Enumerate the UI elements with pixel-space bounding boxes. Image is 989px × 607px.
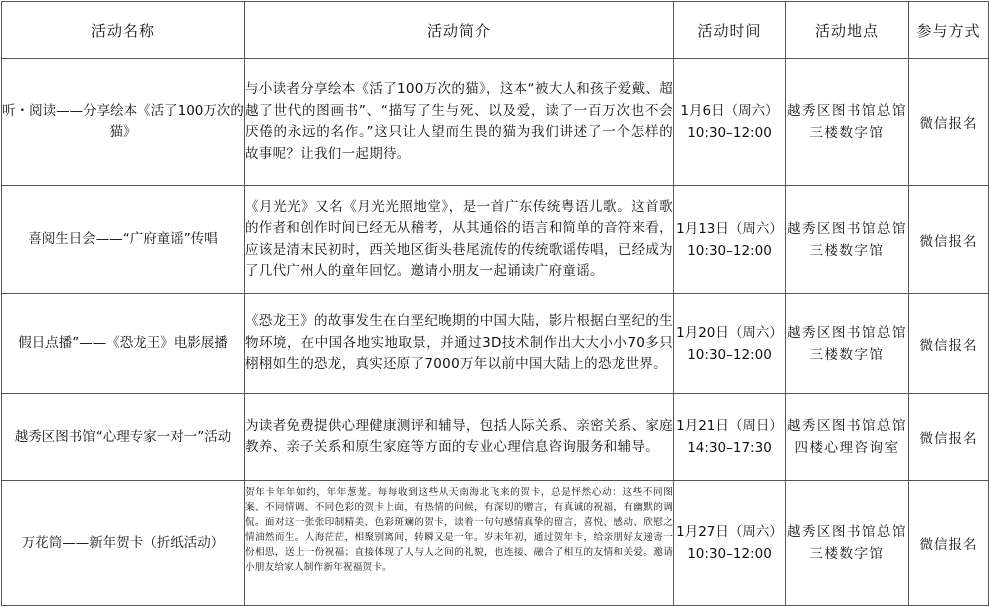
activity-date: 1月20日（周六） <box>676 324 783 341</box>
activity-time <box>674 59 786 186</box>
activity-desc: 《恐龙王》的故事发生在白垩纪晚期的中国大陆，影片根据白垩纪的生物环境，在中国各地实地取景，并通过3D技术制作出大大小小70多只栩栩如生的恐龙，真实还原了7000万年以前中国大陆上的恐龙世界。 <box>245 294 674 394</box>
place-line-1: 越秀区图书馆总馆 <box>787 418 907 434</box>
activity-hours: 14:30–17:30 <box>687 440 772 456</box>
table-row <box>2 186 989 294</box>
activity-join: 微信报名 <box>909 294 989 394</box>
header-join: 参与方式 <box>909 2 989 59</box>
header-row <box>2 2 989 59</box>
activity-desc: 贺年卡年年如约，年年葱茏。每每收到这些从天南海北飞来的贺卡，总是怦然心动：这些不同图案、不同情调、不同色彩的贺卡上面，有热情的问候，有深切的赠言，有真诚的祝福，有幽默的调侃。面对这一张张印制精美、色彩斑斓的贺卡，读着一句句感情真挚的留言，喜悦、感动、欣慰之情油然而生。人海茫茫，相聚别离间，转瞬又是一年。岁末年初，通过贺年卡，给亲朋好友递寄一份相思，送上一份祝福；直接体现了人与人之间的礼貌，也连接、融合了相互的友情和关爱。邀请小朋友给家人制作新年祝福贺卡。 <box>245 481 674 606</box>
activity-place <box>786 294 909 394</box>
table-row <box>2 394 989 481</box>
activity-name: 越秀区图书馆“心理专家一对一”活动 <box>2 394 245 481</box>
activity-hours: 10:30–12:00 <box>687 546 772 562</box>
place-line-1: 越秀区图书馆总馆 <box>787 103 907 119</box>
table-row <box>2 59 989 186</box>
activity-name: 假日点播”——《恐龙王》电影展播 <box>2 294 245 394</box>
header-place: 活动地点 <box>786 2 909 59</box>
activity-date: 1月6日（周六） <box>680 103 779 119</box>
activity-join: 微信报名 <box>909 394 989 481</box>
activity-name: 喜阅生日会——“广府童谣”传唱 <box>2 186 245 294</box>
activity-join: 微信报名 <box>909 186 989 294</box>
table-row <box>2 294 989 394</box>
place-line-2: 四楼心理咨询室 <box>794 440 900 456</box>
activity-desc: 为读者免费提供心理健康测评和辅导，包括人际关系、亲密关系、家庭教养、亲子关系和原生家庭等方面的专业心理信息咨询服务和辅导。 <box>245 394 674 481</box>
activity-place <box>786 59 909 186</box>
activity-hours: 10:30–12:00 <box>687 242 772 259</box>
activity-desc: 《月光光》又名《月光光照地堂》，是一首广东传统粤语儿歌。这首歌的作者和创作时间已经无从稽考，从其通俗的语言和简单的音符来看，应该是清末民初时，西关地区街头巷尾流传的传统歌谣传唱，已经成为了几代广州人的童年回忆。邀请小朋友一起诵读广府童谣。 <box>245 186 674 294</box>
activity-time <box>674 481 786 606</box>
place-line-1: 越秀区图书馆总馆 <box>787 524 907 540</box>
activity-desc: 与小读者分享绘本《活了100万次的猫》，这本“被大人和孩子爱戴、超越了世代的图画书”、“描写了生与死、以及爱，读了一百万次也不会厌倦的永远的名作。”这只让人望而生畏的猫为我们讲述了一个怎样的故事呢？让我们一起期待。 <box>245 59 674 186</box>
activity-date: 1月13日（周六） <box>676 220 783 237</box>
place-line-1: 越秀区图书馆总馆 <box>787 220 907 237</box>
table-row <box>2 481 989 606</box>
activity-date: 1月27日（周六） <box>676 524 783 540</box>
activity-time <box>674 394 786 481</box>
place-line-2: 三楼数字馆 <box>809 242 885 259</box>
activity-join: 微信报名 <box>909 59 989 186</box>
activity-hours: 10:30–12:00 <box>687 346 772 363</box>
activity-name: 万花筒——新年贺卡（折纸活动） <box>2 481 245 606</box>
events-table <box>1 1 989 606</box>
activity-place <box>786 186 909 294</box>
activity-hours: 10:30–12:00 <box>687 125 772 141</box>
header-name: 活动名称 <box>2 2 245 59</box>
activity-join: 微信报名 <box>909 481 989 606</box>
activity-place <box>786 394 909 481</box>
place-line-1: 越秀区图书馆总馆 <box>787 324 907 341</box>
activity-date: 1月21日（周日） <box>676 418 783 434</box>
activity-place <box>786 481 909 606</box>
place-line-2: 三楼数字馆 <box>809 546 885 562</box>
header-time: 活动时间 <box>674 2 786 59</box>
activity-time <box>674 294 786 394</box>
header-desc: 活动简介 <box>245 2 674 59</box>
activity-time <box>674 186 786 294</box>
place-line-2: 三楼数字馆 <box>809 346 885 363</box>
activity-name: 听・阅读——分享绘本《活了100万次的猫》 <box>2 59 245 186</box>
place-line-2: 三楼数字馆 <box>809 125 885 141</box>
